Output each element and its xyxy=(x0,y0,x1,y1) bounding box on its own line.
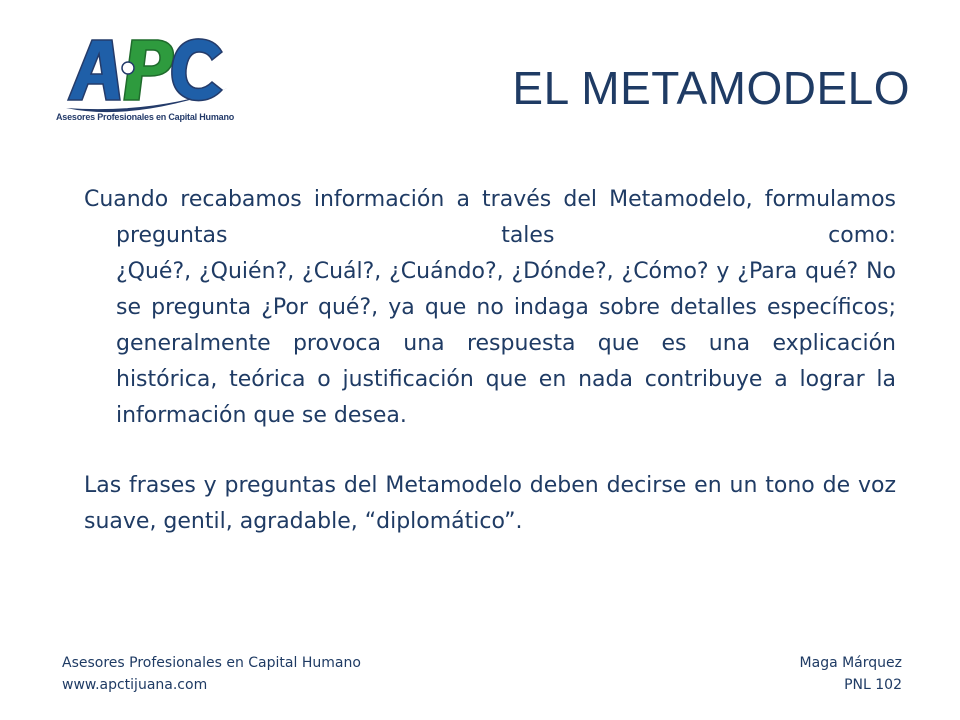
footer-left xyxy=(62,652,361,696)
body-text xyxy=(84,182,896,540)
apc-logo xyxy=(56,30,235,126)
paragraph-intro: Cuando recabamos información a través del Metamodelo, formulamos preguntas tales como: xyxy=(84,187,896,248)
paragraph-tone: Las frases y preguntas del Metamodelo deben decirse en un tono de voz suave, gentil, agradable, “diplomático”. xyxy=(84,473,896,534)
logo-tagline: Asesores Profesionales en Capital Humano xyxy=(56,112,235,122)
footer-right xyxy=(800,652,902,696)
footer-website: www.apctijuana.com xyxy=(62,677,208,693)
logo-letter-a xyxy=(68,40,120,100)
logo-letter-c xyxy=(172,39,222,101)
paragraph-spacer xyxy=(84,434,896,468)
slide-title: EL METAMODELO xyxy=(512,62,910,114)
footer-author: Maga Márquez xyxy=(799,655,902,671)
footer-company: Asesores Profesionales en Capital Humano xyxy=(62,655,361,671)
logo-person-head xyxy=(122,62,134,74)
footer-course: PNL 102 xyxy=(844,677,902,693)
paragraph-questions: ¿Qué?, ¿Quién?, ¿Cuál?, ¿Cuándo?, ¿Dónde?, ¿Cómo? y ¿Para qué? No se pregunta ¿Por qué?, ya que no indaga sobre detalles específicos; generalmente provoca una respuesta que es una explicación histórica, teórica o justificación que en nada contribuye a lograr la información que se desea. xyxy=(116,259,896,428)
